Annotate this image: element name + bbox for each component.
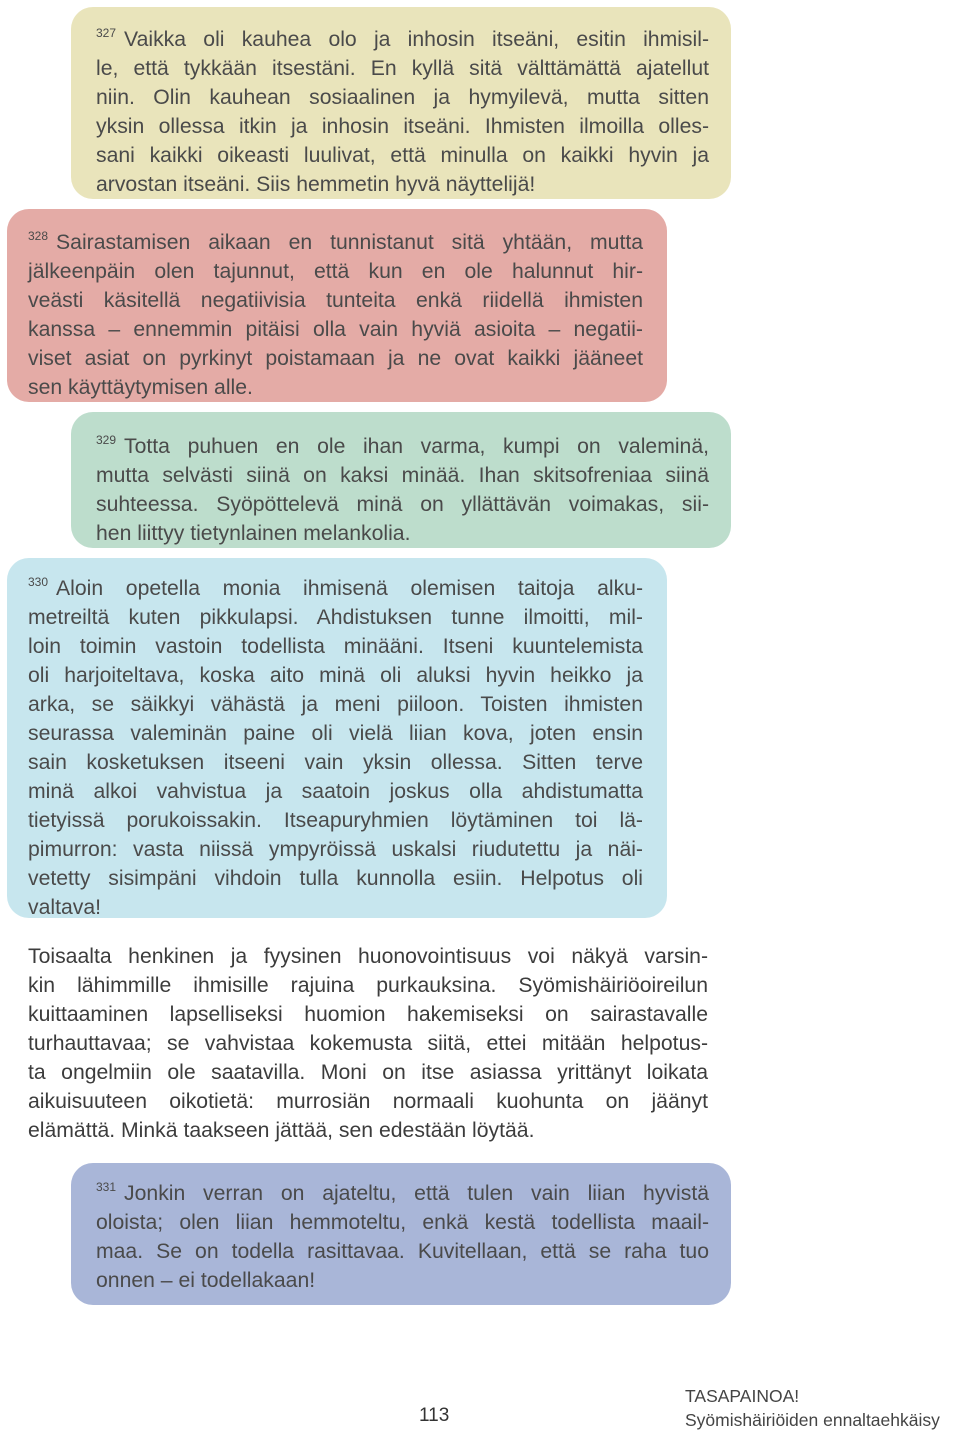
quote-line: loin toimin vastoin todellista minääni. Itseni kuuntelemista xyxy=(28,635,643,658)
footer-book-title: TASAPAINOA! xyxy=(685,1386,800,1406)
quote-bubble-329 xyxy=(71,412,731,548)
body-line: turhauttavaa; se vahvistaa kokemusta siitä, ettei mitään helpotus- xyxy=(28,1032,708,1055)
quote-line: hen liittyy tietynlainen melankolia. xyxy=(96,522,411,545)
quote-line: metreiltä kuten pikkulapsi. Ahdistuksen tunne ilmoitti, mil- xyxy=(28,606,643,629)
quote-bubble-327 xyxy=(71,7,731,199)
quote-line: $^{330}$ Aloin opetella monia ihmisenä olemisen taitoja alku- xyxy=(28,575,643,600)
quote-line: arka, se säikkyi vähästä ja meni piiloon. Toisten ihmisten xyxy=(28,693,643,716)
quote-number: 331 xyxy=(96,1180,117,1194)
quote-number: 328 xyxy=(28,229,49,243)
quote-line: minä alkoi vahvistua ja saatoin joskus olla ahdistumatta xyxy=(28,780,643,803)
quote-line: valtava! xyxy=(28,896,102,919)
quote-line: $^{329}$ Totta puhuen en ole ihan varma, kumpi on valeminä, xyxy=(96,433,709,458)
quote-bubble-331 xyxy=(71,1163,731,1305)
quote-line: jälkeenpäin olen tajunnut, että kun en ole halunnut hir- xyxy=(28,260,643,283)
body-line: ta ongelmiin ole saatavilla. Moni on itse asiassa yrittänyt loikata xyxy=(28,1061,708,1084)
quote-line: maa. Se on todella rasittavaa. Kuvitellaan, että se raha tuo xyxy=(96,1240,709,1263)
page-number: 113 xyxy=(419,1405,450,1426)
footer-book-subtitle: Syömishäiriöiden ennaltaehkäisy xyxy=(685,1410,940,1430)
quote-line: tietyissä porukoissakin. Itseapuryhmien löytäminen toi lä- xyxy=(28,809,643,832)
quote-line: oloista; olen liian hemmoteltu, enkä kestä todellista maail- xyxy=(96,1211,709,1234)
quote-line: kanssa – ennemmin pitäisi olla vain hyviä asioita – negatii- xyxy=(28,318,643,341)
body-paragraph xyxy=(28,942,708,1145)
quote-line: sen käyttäytymisen alle. xyxy=(28,376,253,399)
body-line: elämättä. Minkä taakseen jättää, sen edestään löytää. xyxy=(28,1119,535,1142)
body-line: aikuisuuteen oikotietä: murrosiän normaali kuohunta on jäänyt xyxy=(28,1090,708,1113)
quote-line: sain kosketuksen itseeni vain yksin ollessa. Sitten terve xyxy=(28,751,643,774)
quote-line: niin. Olin kauhean sosiaalinen ja hymyilevä, mutta sitten xyxy=(96,86,709,109)
quote-line: sani kaikki oikeasti luulivat, että minulla on kaikki hyvin ja xyxy=(96,144,709,167)
quote-line: $^{331}$ Jonkin verran on ajateltu, että tulen vain liian hyvistä xyxy=(96,1180,709,1205)
quote-line: suhteessa. Syöpöttelevä minä on yllättävän voimakas, sii- xyxy=(96,493,709,516)
quote-line: vetetty sisimpäni vihdoin tulla kunnolla esiin. Helpotus oli xyxy=(28,867,643,890)
quote-line: le, että tykkään itsestäni. En kyllä sitä välttämättä ajatellut xyxy=(96,57,709,80)
quote-line: onnen – ei todellakaan! xyxy=(96,1269,316,1292)
body-line: Toisaalta henkinen ja fyysinen huonovointisuus voi näkyä varsin- xyxy=(28,945,708,968)
quote-line: yksin ollessa itkin ja inhosin itseäni. Ihmisten ilmoilla olles- xyxy=(96,115,709,138)
quote-line: arvostan itseäni. Siis hemmetin hyvä näyttelijä! xyxy=(96,173,536,196)
quote-number: 327 xyxy=(96,26,117,40)
quote-line: oli harjoiteltava, koska aito minä oli aluksi hyvin heikko ja xyxy=(28,664,643,687)
quote-bubble-330 xyxy=(7,558,667,918)
body-line: kin lähimmille ihmisille rajuina purkauksina. Syömishäiriöoireilun xyxy=(28,974,708,997)
quote-line: mutta selvästi siinä on kaksi minää. Ihan skitsofreniaa siinä xyxy=(96,464,709,487)
body-line: kuittaaminen lapselliseksi huomion hakemiseksi on sairastavalle xyxy=(28,1003,708,1026)
quote-line: viset asiat on pyrkinyt poistamaan ja ne ovat kaikki jääneet xyxy=(28,347,643,370)
quote-number: 329 xyxy=(96,433,117,447)
quote-line: seurassa valeminän paine oli vielä liian kova, joten ensin xyxy=(28,722,643,745)
quote-line: pimurron: vasta niissä ympyröissä uskalsi riudutettu ja näi- xyxy=(28,838,643,861)
quote-line: $^{328}$ Sairastamisen aikaan en tunnistanut sitä yhtään, mutta xyxy=(28,229,643,254)
quote-line: $^{327}$ Vaikka oli kauhea olo ja inhosin itseäni, esitin ihmisil- xyxy=(96,26,709,51)
quote-line: veästi käsitellä negatiivisia tunteita enkä riidellä ihmisten xyxy=(28,289,643,312)
quote-number: 330 xyxy=(28,575,49,589)
quote-bubble-328 xyxy=(7,209,667,402)
